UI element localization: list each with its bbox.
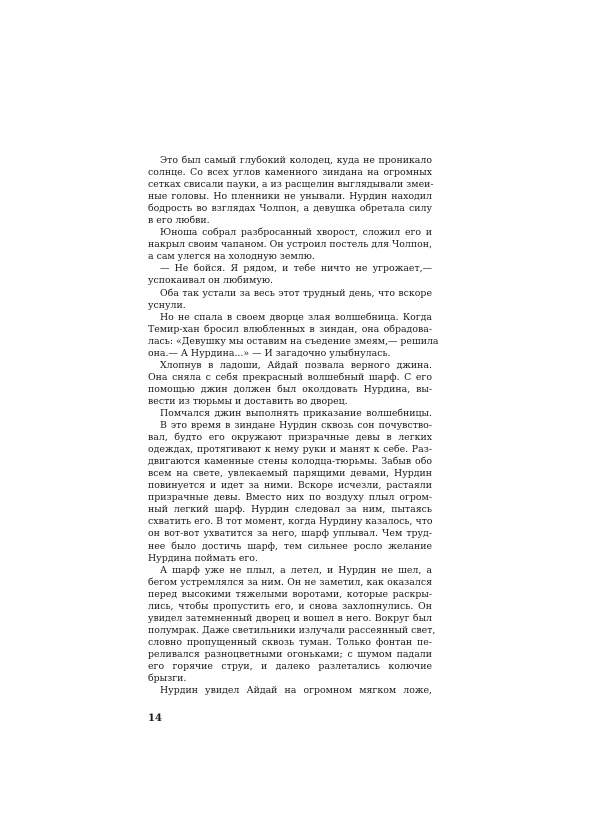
- text-line: успокаивал он любимую.: [148, 275, 273, 287]
- text-line: увидел затемненный дворец и вошел в него. Вокруг был: [148, 612, 432, 624]
- text-line: его горячие струи, и далеко разлетались колючие: [148, 660, 432, 672]
- text-line: полумрак. Даже светильники излучали рассеянный свет,: [148, 624, 436, 636]
- text-line: вести из тюрьмы и доставить во дворец.: [148, 395, 348, 407]
- text-line: бодрость во взглядах Чолпон, а девушка обретала силу: [148, 203, 432, 215]
- text-line: он вот-вот ухватится за него, шарф уплывал. Чем труд-: [148, 528, 432, 540]
- text-line: Но не спала в своем дворце злая волшебница. Когда: [160, 311, 432, 323]
- text-line: Оба так устали за весь этот трудный день, что вскоре: [160, 287, 432, 299]
- text-line: Это был самый глубокий колодец, куда не проникало: [160, 155, 432, 166]
- text-line: в его любви.: [148, 215, 210, 227]
- text-line: накрыл своим чапаном. Он устроил постель для Чолпон,: [148, 239, 432, 251]
- text-line: солнце. Со всех углов каменного зиндана на огромных: [148, 167, 432, 179]
- text-line: двигаются каменные стены колодца-тюрьмы. Забыв обо: [148, 456, 432, 468]
- text-line: повинуется и идет за ними. Вскоре исчезли, растаяли: [148, 480, 432, 492]
- text-line: всем на свете, увлекаемый парящими девами, Нурдин: [148, 468, 432, 480]
- text-line: А шарф уже не плыл, а летел, и Нурдин не шел, а: [160, 564, 432, 576]
- text-line: Нурдина поймать его.: [148, 552, 258, 564]
- text-line: а сам улегся на холодную землю.: [148, 251, 315, 263]
- text-line: нее было достичь шарф, тем сильнее росло желание: [148, 540, 432, 552]
- text-line: лась: «Девушку мы оставим на съедение змеям,— решила: [148, 335, 439, 347]
- text-line: схватить его. В тот момент, когда Нурдину казалось, что: [148, 516, 433, 528]
- text-line: Она сняла с себя прекрасный волшебный шарф. С его: [148, 371, 432, 383]
- text-line: вал, будто его окружают призрачные девы в легких: [148, 432, 432, 444]
- text-line: Нурдин увидел Айдай на огромном мягком ложе,: [160, 685, 432, 697]
- text-line: ные головы. Но пленники не унывали. Нурдин находил: [148, 191, 432, 203]
- text-line: — Не бойся. Я рядом, и тебе ничто не угрожает,—: [160, 263, 432, 275]
- text-line: лись, чтобы пропустить его, и снова захлопнулись. Он: [148, 600, 432, 612]
- text-line: она.— А Нурдина...» — И загадочно улыбнулась.: [148, 347, 391, 359]
- text-line: сетках свисали пауки, а из расщелин выглядывали змеи-: [148, 179, 434, 191]
- text-line: одеждах, протягивают к нему руки и манят к себе. Раз-: [148, 444, 432, 456]
- page-number: 14: [148, 713, 162, 724]
- text-line: словно пропущенный сквозь туман. Только фонтан пе-: [148, 636, 432, 648]
- text-line: Хлопнув в ладоши, Айдай позвала верного джина.: [160, 359, 432, 371]
- text-line: помощью джин должен был околдовать Нурдина, вы-: [148, 383, 432, 395]
- text-line: бегом устремлялся за ним. Он не заметил, как оказался: [148, 576, 432, 588]
- text-line: призрачные девы. Вместо них по воздуху плыл огром-: [148, 492, 432, 504]
- text-line: ный легкий шарф. Нурдин следовал за ним, пытаясь: [148, 504, 432, 516]
- page-body-text: [148, 155, 439, 697]
- text-line: В это время в зиндане Нурдин сквозь сон почувство-: [160, 420, 432, 432]
- text-line: Помчался джин выполнять приказание волшебницы.: [160, 407, 432, 419]
- text-line: уснули.: [148, 299, 186, 311]
- text-line: Темир-хан бросил влюбленных в зиндан, она обрадова-: [148, 323, 432, 335]
- text-line: реливался разноцветными огоньками; с шумом падали: [148, 648, 432, 660]
- text-line: брызги.: [148, 673, 187, 685]
- text-line: перед высокими тяжелыми воротами, которые раскры-: [148, 588, 432, 600]
- text-line: Юноша собрал разбросанный хворост, сложил его и: [160, 227, 432, 239]
